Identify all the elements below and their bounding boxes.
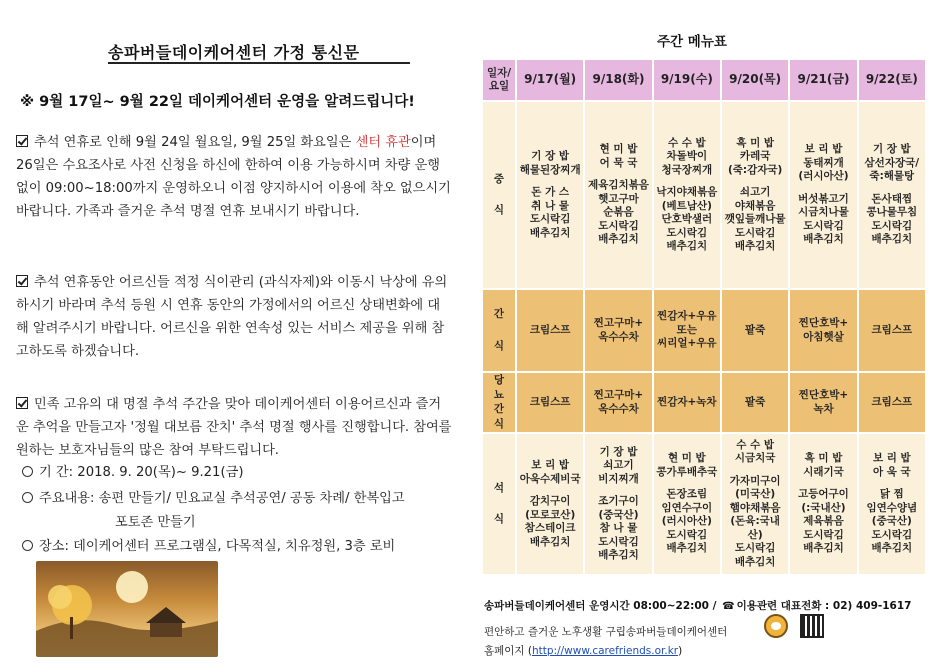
menu-item: 도시락김 xyxy=(598,219,639,232)
menu-item: 찐단호박+ xyxy=(798,317,849,329)
notice-paragraph-3 xyxy=(16,393,456,462)
menu-item: 단호박샐러 xyxy=(661,213,713,225)
menu-item: (중국산) xyxy=(871,515,912,528)
chuseok-illustration xyxy=(36,561,218,657)
menu-item: 흑 미 밥 xyxy=(736,136,775,149)
menu-cell xyxy=(789,101,857,289)
menu-cell xyxy=(653,289,721,372)
menu-item: 또는 xyxy=(676,323,697,336)
paragraph-1-text: 추석 연휴로 인해 9월 24일 월요일, 9월 25일 화요일은 xyxy=(34,135,356,150)
menu-item: 콩가루배추국 xyxy=(656,465,718,478)
menu-row-2 xyxy=(482,372,926,433)
meal-label-char: 석 xyxy=(493,481,505,494)
phone-text: 이용관련 대표전화 : 02) 409-1617 xyxy=(736,600,912,612)
menu-item: 보 리 밥 xyxy=(531,459,570,471)
circle-bullet-icon xyxy=(22,492,33,503)
menu-item: 참스테이크 xyxy=(524,522,576,534)
weekly-menu-table xyxy=(481,58,927,576)
menu-item: 깻잎들깨나물 xyxy=(724,213,786,225)
event-period xyxy=(22,461,243,480)
menu-item: 흑 미 밥 xyxy=(804,452,843,465)
menu-cell xyxy=(721,372,789,433)
menu-item: 배추김치 xyxy=(871,542,913,555)
menu-cell xyxy=(721,289,789,372)
menu-header-row xyxy=(482,59,926,101)
menu-item: 팥죽 xyxy=(745,323,766,336)
menu-item: 찐단호박+ xyxy=(798,389,849,401)
menu-item: 순볶음 xyxy=(603,206,634,219)
menu-item: (중국산) xyxy=(598,508,639,521)
menu-item: 햄야채볶음 xyxy=(729,501,781,514)
menu-item: 현 미 밥 xyxy=(599,143,638,156)
menu-item: 도시락김 xyxy=(803,528,844,541)
menu-item: 닭 찜 xyxy=(879,488,904,501)
meal-label-char: 뇨 xyxy=(493,388,505,401)
menu-item: 배추김치 xyxy=(666,542,708,555)
menu-item: 찐감자+우유 xyxy=(657,310,717,323)
menu-item: 콩나물무침 xyxy=(866,206,918,219)
menu-item: 아욱수제비국 xyxy=(519,472,581,485)
menu-item: 낙지야채볶음 xyxy=(656,186,718,198)
homepage-close: ) xyxy=(678,645,683,657)
menu-item: 배추김치 xyxy=(529,226,571,239)
menu-item: 배추김치 xyxy=(803,542,844,555)
menu-cell xyxy=(584,289,652,372)
menu-item: 돈사태찜 xyxy=(871,192,913,205)
menu-item: 배추김치 xyxy=(666,240,708,252)
checkbox-icon xyxy=(16,397,28,409)
menu-item: 조기구이 xyxy=(598,495,639,507)
menu-item: 햇고구마 xyxy=(598,192,639,205)
corner-line-2: 요일 xyxy=(488,80,510,92)
qr-code[interactable] xyxy=(800,614,824,638)
menu-item: 도시락김 xyxy=(803,219,844,232)
circle-bullet-icon xyxy=(22,466,33,477)
homepage-line xyxy=(484,643,682,658)
menu-cell xyxy=(789,289,857,372)
menu-item: 팥죽 xyxy=(745,395,766,408)
menu-item: (돈육:국내산) xyxy=(730,515,780,541)
menu-cell xyxy=(789,433,857,575)
menu-item: 감치구이 xyxy=(529,495,571,507)
menu-item: 도시락김 xyxy=(666,226,708,239)
meal-label xyxy=(482,289,516,372)
menu-item: (러시아산) xyxy=(661,515,712,528)
event-contents-text: 주요내용: 송편 만들기/ 민요교실 추석공연/ 공동 차례/ 한복입고 xyxy=(39,491,405,506)
newsletter-title: 송파버들데이케어센터 가정 통신문 xyxy=(108,43,360,62)
date-day-header xyxy=(482,59,516,101)
menu-item: 죽:해물탕 xyxy=(869,170,915,183)
paragraph-1-text-cont: 이며 26일은 수요조사로 사전 신청을 하신에 한하여 이용 가능하시며 차량 운행 없이 09:00~18:00까지 운영하오니 이점 양지하시어 이용에 착오 없으시기 바랍니다. 가족과 즐거운 추석 명절 연휴 보내시기 바랍니다. xyxy=(16,135,456,219)
menu-item: 도시락김 xyxy=(529,213,571,225)
menu-item: 야채볶음 xyxy=(734,199,776,212)
checkbox-icon xyxy=(16,275,28,287)
phone-icon: ☎ xyxy=(722,601,735,612)
day-header: 9/19(수) xyxy=(653,59,721,101)
menu-item: 수 수 밥 xyxy=(667,136,706,149)
newsletter-panel xyxy=(14,0,454,665)
menu-item: 임연수구이 xyxy=(661,501,713,514)
menu-item: 쇠고기 xyxy=(739,186,771,198)
menu-item: 도시락김 xyxy=(871,219,913,232)
menu-item: 옥수수차 xyxy=(598,330,639,343)
menu-item: 배추김치 xyxy=(871,233,913,246)
menu-item: (죽:감자국) xyxy=(727,163,783,176)
menu-row-1 xyxy=(482,289,926,372)
menu-row-0 xyxy=(482,101,926,289)
menu-item: 취 나 물 xyxy=(531,199,570,212)
menu-item: 제육볶음 xyxy=(803,515,844,528)
day-header: 9/21(금) xyxy=(789,59,857,101)
menu-cell xyxy=(653,101,721,289)
menu-item: (베트남산) xyxy=(661,199,712,212)
menu-item: 기 장 밥 xyxy=(872,143,911,156)
meal-label xyxy=(482,101,516,289)
menu-cell xyxy=(516,433,584,575)
day-header: 9/20(목) xyxy=(721,59,789,101)
menu-cell xyxy=(584,433,652,575)
homepage-link[interactable]: http://www.carefriends.or.kr xyxy=(532,645,679,657)
menu-item: 찐고구마+ xyxy=(593,389,644,401)
corner-line-1: 일자/ xyxy=(486,67,512,79)
menu-item: 차돌박이 xyxy=(666,150,708,162)
meal-label-char: 간 xyxy=(493,308,505,320)
menu-item: 수 수 밥 xyxy=(736,438,775,451)
menu-item: 버섯볶고기 xyxy=(798,192,849,205)
menu-cell xyxy=(516,289,584,372)
menu-item: 기 장 밥 xyxy=(599,445,638,458)
menu-item: 참 나 물 xyxy=(599,522,638,534)
event-place xyxy=(22,535,395,554)
menu-item: 크림스프 xyxy=(529,395,571,408)
menu-title: 주간 메뉴표 xyxy=(657,34,727,50)
menu-item: 배추김치 xyxy=(529,535,571,548)
hours-text: 송파버들데이케어센터 운영시간 08:00~22:00 / xyxy=(484,600,717,612)
menu-item: 시래기국 xyxy=(803,465,844,478)
menu-item: 찐감자+녹차 xyxy=(657,395,717,408)
meal-label-char: 식 xyxy=(493,513,505,525)
menu-cell xyxy=(858,101,926,289)
menu-item: 배추김치 xyxy=(734,555,776,568)
checkbox-icon xyxy=(16,135,28,147)
event-contents-cont: 포토존 만들기 xyxy=(115,515,196,530)
menu-item: 현 미 밥 xyxy=(667,452,706,465)
menu-item: 동태찌개 xyxy=(803,156,844,169)
menu-cell xyxy=(516,101,584,289)
event-contents xyxy=(22,487,405,506)
event-period-text: 기 간: 2018. 9. 20(목)~ 9.21(금) xyxy=(39,465,244,480)
menu-item: 어 묵 국 xyxy=(599,156,638,169)
menu-item: 삼선자장국/ xyxy=(864,156,920,169)
mascot-logo xyxy=(764,614,788,638)
menu-cell xyxy=(858,372,926,433)
menu-item: 보 리 밥 xyxy=(872,452,911,465)
menu-item: 크림스프 xyxy=(871,323,913,336)
paragraph-3-text: 민족 고유의 대 명절 추석 주간을 맞아 데이케어센터 이용어르신과 즐거운 추억을 만들고자 '정월 대보름 잔치' 추석 명절 행사를 진행합니다. 참여를 원하는 보호자님들의 많은 참여 부탁드립니다. xyxy=(16,397,456,458)
menu-item: 크림스프 xyxy=(871,395,913,408)
menu-item: 도시락김 xyxy=(666,528,708,541)
menu-item: 해물된장찌개 xyxy=(519,163,581,176)
menu-item: (미국산) xyxy=(735,488,776,501)
menu-item: 카레국 xyxy=(739,150,771,162)
menu-item: (러시아산) xyxy=(798,170,849,183)
meal-label-char: 식 xyxy=(493,204,505,216)
menu-item: 배추김치 xyxy=(803,233,844,246)
meal-label-char: 식 xyxy=(493,417,505,430)
menu-item: 시금치국 xyxy=(734,452,776,465)
menu-row-3 xyxy=(482,433,926,575)
menu-cell xyxy=(858,289,926,372)
circle-bullet-icon xyxy=(22,540,33,551)
menu-item: 임연수양념 xyxy=(866,501,918,514)
menu-item: 도시락김 xyxy=(871,528,913,541)
menu-item: 돈 가 스 xyxy=(531,186,570,198)
menu-item: 옥수수차 xyxy=(598,402,639,415)
notice-headline: ※ 9월 17일~ 9월 22일 데이케어센터 운영을 알려드립니다! xyxy=(20,94,415,110)
title-underline xyxy=(108,62,410,64)
menu-cell xyxy=(653,372,721,433)
event-place-text: 장소: 데이케어센터 프로그램실, 다목적실, 치유정원, 3층 로비 xyxy=(39,539,396,554)
menu-item: (:국내산) xyxy=(801,501,846,514)
homepage-label: 홈페이지 ( xyxy=(484,645,533,657)
menu-item: 씨리얼+우유 xyxy=(657,337,717,350)
menu-item: 배추김치 xyxy=(598,233,639,246)
menu-cell xyxy=(721,101,789,289)
meal-label-char: 식 xyxy=(493,339,505,352)
menu-item: 배추김치 xyxy=(598,549,639,561)
menu-item: 가자미구이 xyxy=(729,474,781,487)
meal-label-char: 당 xyxy=(493,374,505,386)
menu-item: 녹차 xyxy=(813,402,834,415)
meal-label xyxy=(482,433,516,575)
notice-paragraph-1 xyxy=(16,131,456,223)
menu-item: 아침햇살 xyxy=(803,330,844,343)
center-slogan: 편안하고 즐거운 노후생활 구립송파버들데이케어센터 xyxy=(484,626,728,638)
menu-cell xyxy=(858,433,926,575)
menu-cell xyxy=(653,433,721,575)
menu-item: 크림스프 xyxy=(529,323,571,336)
menu-cell xyxy=(516,372,584,433)
menu-item: 시금치나물 xyxy=(798,206,849,219)
meal-label-char: 간 xyxy=(493,403,505,415)
notice-paragraph-2 xyxy=(16,271,452,363)
menu-cell xyxy=(721,433,789,575)
meal-label-char: 중 xyxy=(493,172,505,185)
menu-item: 기 장 밥 xyxy=(531,150,570,162)
operating-hours xyxy=(484,598,911,613)
menu-item: 고등어구이 xyxy=(798,488,849,501)
menu-item: 배추김치 xyxy=(734,240,776,252)
paragraph-2-text: 추석 연휴동안 어르신들 적정 식이관리 (과식자제)와 이동시 낙상에 유의하시기 바라며 추석 등원 시 연휴 동안의 가정에서의 어르신 상태변화에 대해 알려주시기 바랍니다. 어르신을 위한 연속성 있는 서비스 제공을 위해 참고하도록 하겠습니다. xyxy=(16,275,448,359)
menu-item: 도시락김 xyxy=(598,535,639,548)
menu-item: 쇠고기 xyxy=(603,459,634,471)
menu-item: 찐고구마+ xyxy=(593,317,644,329)
menu-item: 제육김치볶음 xyxy=(588,179,649,192)
menu-cell xyxy=(584,101,652,289)
menu-item: 보 리 밥 xyxy=(804,143,843,156)
center-closed-highlight: 센터 휴관 xyxy=(355,135,411,150)
day-header: 9/18(화) xyxy=(584,59,652,101)
menu-item: (모로코산) xyxy=(525,508,576,521)
menu-cell xyxy=(584,372,652,433)
menu-item: 도시락김 xyxy=(734,226,776,239)
menu-item: 비지찌개 xyxy=(598,472,639,485)
day-header: 9/22(토) xyxy=(858,59,926,101)
menu-cell xyxy=(789,372,857,433)
day-header: 9/17(월) xyxy=(516,59,584,101)
menu-item: 아 욱 국 xyxy=(872,465,911,478)
menu-item: 청국장찌개 xyxy=(661,163,713,176)
meal-label xyxy=(482,372,516,433)
menu-item: 돈장조림 xyxy=(666,488,708,501)
menu-item: 도시락김 xyxy=(734,542,776,555)
